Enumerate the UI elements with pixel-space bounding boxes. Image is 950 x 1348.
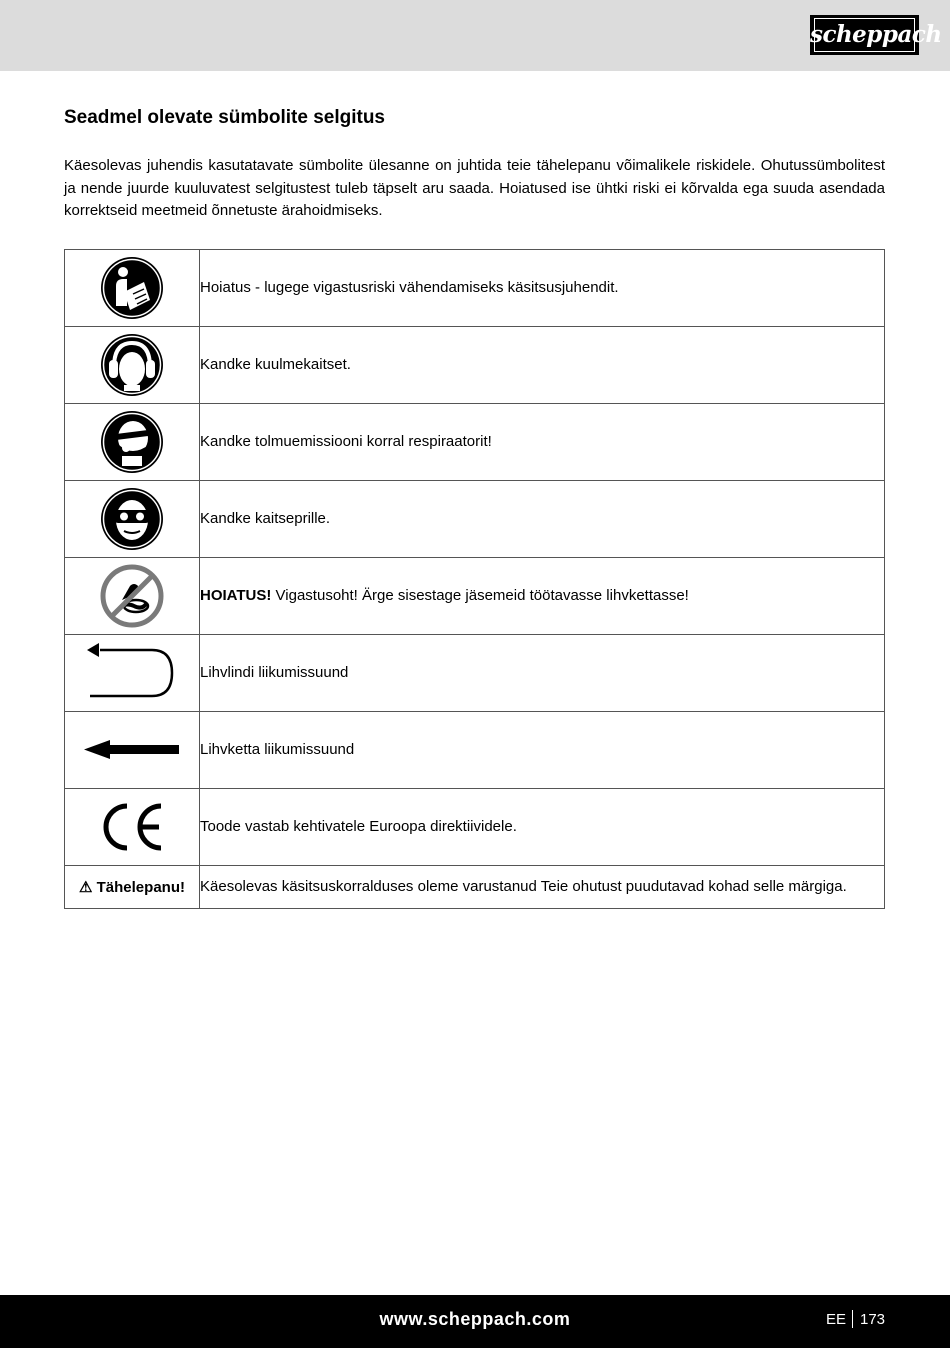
attention-label: ⚠ Tähelepanu! bbox=[65, 866, 200, 909]
symbol-description: Kandke kuulmekaitset. bbox=[200, 327, 885, 404]
read-manual-icon bbox=[65, 256, 199, 320]
page-title: Seadmel olevate sümbolite selgitus bbox=[64, 107, 385, 128]
safety-goggles-icon bbox=[65, 487, 199, 551]
belt-direction-arrow-icon bbox=[65, 641, 199, 705]
header-bar bbox=[0, 0, 950, 71]
warning-text: Vigastusoht! Ärge sisestage jäsemeid töötavasse lihvkettasse! bbox=[271, 587, 689, 604]
table-row bbox=[65, 404, 885, 481]
symbol-description bbox=[200, 558, 885, 635]
symbol-description: Hoiatus - lugege vigastusriski vähendamiseks käsitsusjuhendit. bbox=[200, 250, 885, 327]
symbol-description: Lihvketta liikumissuund bbox=[200, 712, 885, 789]
page-number: 173 bbox=[860, 1311, 886, 1328]
footer-url: www.scheppach.com bbox=[379, 1309, 571, 1329]
symbols-table bbox=[64, 249, 885, 909]
attention-description: Käesolevas käsitsuskorralduses oleme varustanud Teie ohutust puudutavad kohad selle märgiga. bbox=[200, 866, 885, 909]
footer-separator bbox=[852, 1310, 853, 1328]
footer-language: EE bbox=[826, 1311, 847, 1328]
ce-mark-icon bbox=[65, 802, 199, 852]
table-row bbox=[65, 866, 885, 909]
table-row bbox=[65, 712, 885, 789]
ear-protection-icon bbox=[65, 333, 199, 397]
symbol-description: Kandke kaitseprille. bbox=[200, 481, 885, 558]
table-row bbox=[65, 327, 885, 404]
respirator-icon bbox=[65, 410, 199, 474]
scheppach-logo: scheppach bbox=[810, 15, 919, 55]
warning-keyword: HOIATUS! bbox=[200, 587, 272, 604]
table-row bbox=[65, 481, 885, 558]
symbol-description: Toode vastab kehtivatele Euroopa direktiividele. bbox=[200, 789, 885, 866]
table-row bbox=[65, 789, 885, 866]
table-row bbox=[65, 558, 885, 635]
footer-bar bbox=[0, 1295, 950, 1348]
intro-paragraph: Käesolevas juhendis kasutatavate sümbolite ülesanne on juhtida teie tähelepanu võimalikele riskidele. Ohutussümbolitest ja nende juurde kuuluvatest selgitustest tuleb täpselt aru saada. Hoiatused ise ühtki riski ei kõrvalda ega suuda asendada korrektseid meetmeid õnnetuste ärahoidmiseks. bbox=[64, 157, 885, 219]
disc-direction-arrow-icon bbox=[65, 738, 199, 762]
symbol-description: Kandke tolmuemissiooni korral respiraatorit! bbox=[200, 404, 885, 481]
table-row bbox=[65, 250, 885, 327]
symbol-description: Lihvlindi liikumissuund bbox=[200, 635, 885, 712]
no-hands-near-belt-icon bbox=[65, 564, 199, 628]
table-row bbox=[65, 635, 885, 712]
